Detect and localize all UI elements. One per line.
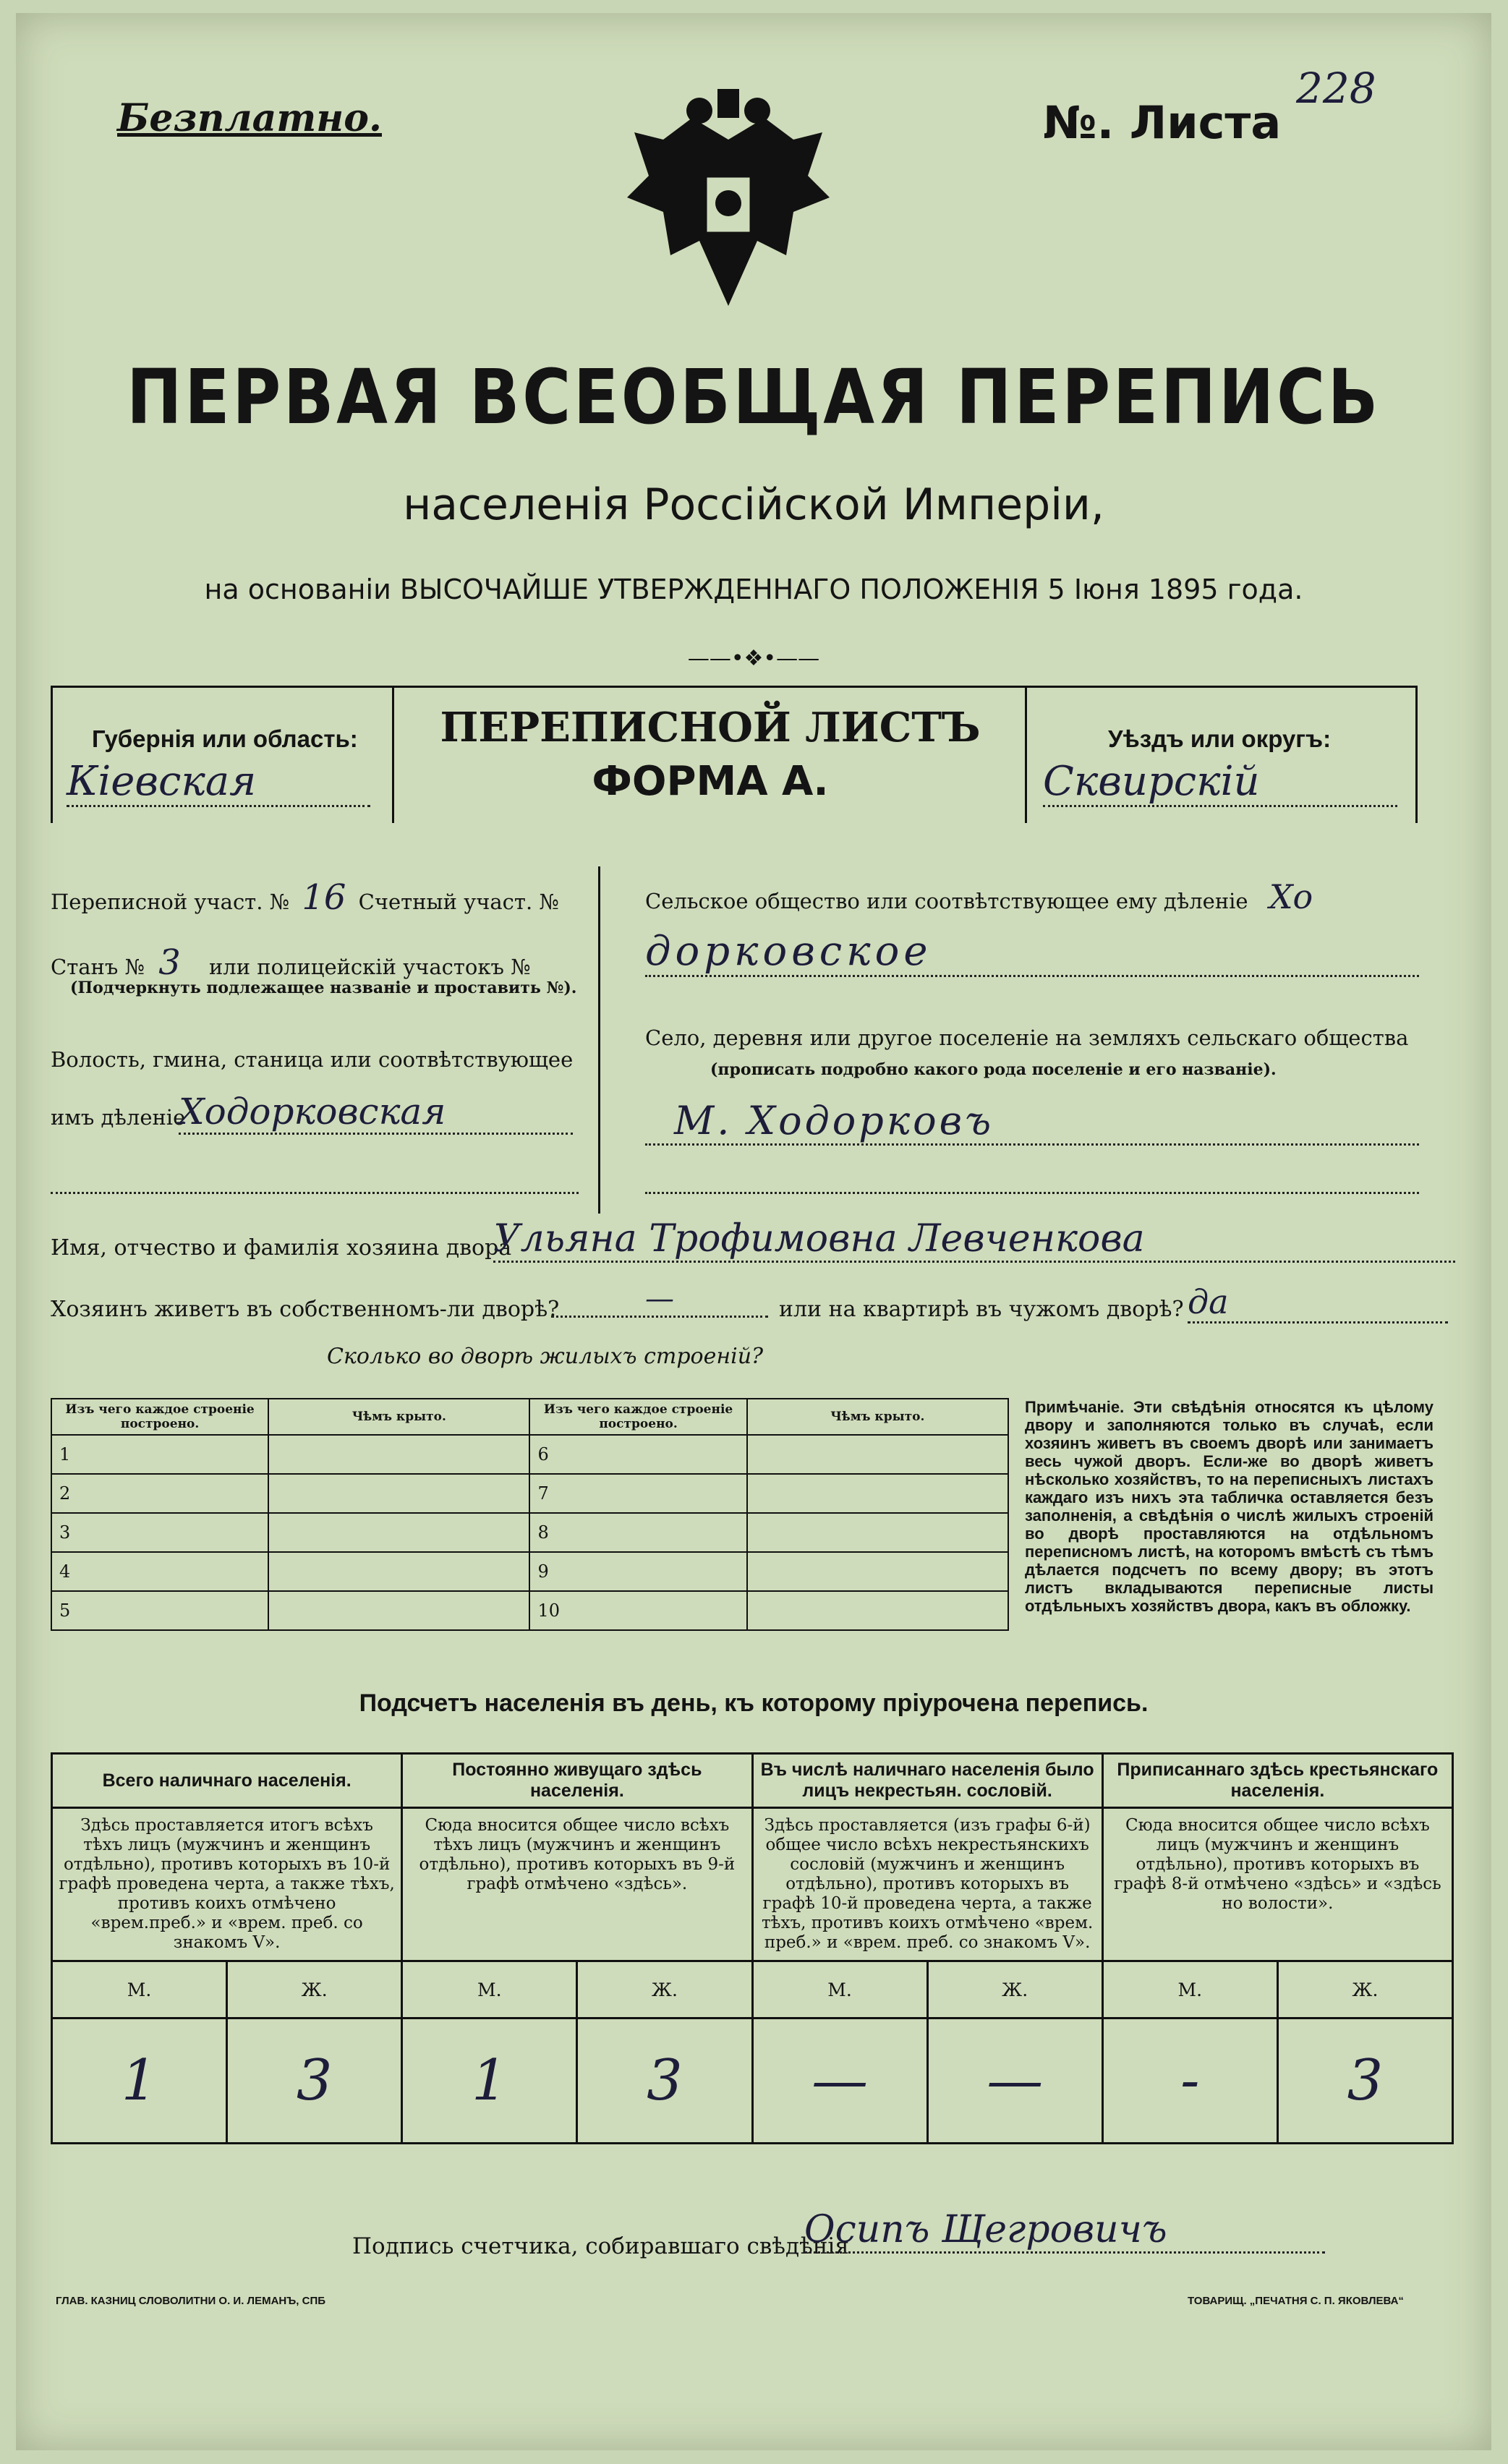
col-material: Изъ чего каждое строеніе построено. <box>51 1399 268 1435</box>
female-header: Ж. <box>1277 1961 1452 2018</box>
count-plot-label: Счетный участ. № <box>358 890 559 914</box>
value-cell: — <box>752 2018 927 2144</box>
society-label: Сельское общество или соотвѣтствующее ему дѣленіе <box>645 889 1248 913</box>
value-cell: 3 <box>227 2018 402 2144</box>
underline-note: (Подчеркнуть подлежащее названіе и проставить №). <box>70 979 577 997</box>
table-row: 4 9 <box>51 1552 1008 1591</box>
table-row <box>52 2018 1453 2144</box>
male-header: М. <box>52 1961 227 2018</box>
own-yard-label: Хозяинъ живетъ въ собственномъ-ли дворѣ? <box>51 1297 560 1322</box>
col-peasant-registered: Приписаннаго здѣсь крестьянскаго населенія. <box>1102 1754 1452 1808</box>
police-label: или полицейскій участокъ № <box>208 955 531 979</box>
remark-text: Эти свѣдѣнія относятся къ цѣлому двору и заполняются только въ случаѣ, если хозяинъ живетъ въ своемъ дворѣ или занимаетъ весь чужой дворъ. Если-же во дворѣ живетъ нѣсколько хозяйствъ, то на переписныхъ листахъ каждаго изъ нихъ эта табличка оставляется безъ заполненія, а свѣдѣнія о числѣ жилыхъ строеній во дворѣ проставляются на отдѣльномъ переписномъ листѣ, на которомъ вмѣстѣ съ тѣмъ дѣлается подсчетъ по всему двору; въ этотъ листъ вкладываются переписные листы отдѣльныхъ хозяйствъ двора, какъ въ обложку. <box>1025 1398 1434 1615</box>
buildings-table <box>51 1398 1009 1631</box>
form-title: ПЕРЕПИСНОЙ ЛИСТЪ <box>440 704 981 751</box>
male-header: М. <box>752 1961 927 2018</box>
desc-peasant-registered: Сюда вносится общее число всѣхъ лицъ (мужчинъ и женщинъ отдѣльно), противъ которыхъ въ графѣ 8-й отмѣчено «здѣсь» и «здѣсь но волости». <box>1102 1808 1452 1961</box>
desc-total-present: Здѣсь проставляется итогъ всѣхъ тѣхъ лицъ (мужчинъ и женщинъ отдѣльно), противъ которыхъ въ 10-й графѣ проведена черта, а также тѣхъ, противъ коихъ отмѣчено «врем.преб.» и «врем. преб. со знакомъ V». <box>52 1808 402 1961</box>
province-value: Кіевская <box>67 758 370 807</box>
rent-label: или на квартирѣ въ чужомъ дворѣ? <box>779 1297 1184 1322</box>
male-header: М. <box>1102 1961 1277 2018</box>
table-row: 3 8 <box>51 1513 1008 1552</box>
col-roof-2: Чѣмъ крыто. <box>747 1399 1008 1435</box>
signature-value: Осипъ Щегровичъ <box>804 2208 1325 2254</box>
volost-label-2: имъ дѣленіе <box>51 1105 186 1130</box>
printer-right: ТОВАРИЩ. „ПЕЧАТНЯ С. П. ЯКОВЛЕВА“ <box>1188 2295 1404 2307</box>
census-sheet <box>16 13 1491 2450</box>
sheet-number-value: 228 <box>1296 64 1376 113</box>
census-plot-label: Переписной участ. № <box>51 890 290 914</box>
female-header: Ж. <box>927 1961 1102 2018</box>
village-label: Село, деревня или другое поселеніе на земляхъ сельскаго общества <box>645 1026 1409 1050</box>
col-roof: Чѣмъ крыто. <box>268 1399 529 1435</box>
count-title: Подсчетъ населенія въ день, къ которому пріурочена перепись. <box>359 1689 1149 1717</box>
owner-name-value: Ульяна Трофимовна Левченкова <box>493 1217 1455 1263</box>
buildings-label: Сколько во дворѣ жилыхъ строеній? <box>327 1344 764 1369</box>
society-value-2: дорковское <box>645 928 1419 977</box>
own-yard-value: — <box>551 1282 768 1318</box>
province-label: Губернія или область: <box>92 725 358 752</box>
col-total-present: Всего наличнаго населенія. <box>52 1754 402 1808</box>
owner-name-label: Имя, отчество и фамилія хозяина двора <box>51 1235 512 1261</box>
col-material-2: Изъ чего каждое строеніе построено. <box>529 1399 746 1435</box>
female-header: Ж. <box>227 1961 402 2018</box>
value-cell: 3 <box>577 2018 752 2144</box>
census-plot-value: 16 <box>302 877 346 918</box>
district-value: Сквирскій <box>1043 758 1397 807</box>
remark-title: Примѣчаніе. <box>1025 1398 1125 1416</box>
table-row: 2 7 <box>51 1474 1008 1513</box>
village-value: М. Ходорковъ <box>645 1098 1419 1146</box>
village-note: (прописать подробно какого рода поселеніе и его названіе). <box>710 1060 1277 1079</box>
society-value-1: Хо <box>1269 877 1313 916</box>
rent-value: да <box>1188 1282 1448 1323</box>
col-non-peasant: Въ числѣ наличнаго населенія было лицъ некрестьян. сословій. <box>752 1754 1102 1808</box>
desc-permanent: Сюда вносится общее число всѣхъ тѣхъ лицъ (мужчинъ и женщинъ отдѣльно), противъ которыхъ въ 9-й графѣ отмѣчено «здѣсь». <box>402 1808 752 1961</box>
female-header: Ж. <box>577 1961 752 2018</box>
census-title: ПЕРВАЯ ВСЕОБЩАЯ ПЕРЕПИСЬ <box>127 353 1381 441</box>
value-cell: — <box>927 2018 1102 2144</box>
ornament-divider: ——•❖•—— <box>687 646 820 671</box>
legal-basis: на основаніи ВЫСОЧАЙШЕ УТВЕРЖДЕННАГО ПОЛОЖЕНІЯ 5 Іюня 1895 года. <box>204 574 1303 605</box>
male-header: М. <box>402 1961 577 2018</box>
desc-non-peasant: Здѣсь проставляется (изъ графы 6-й) общее число всѣхъ некрестьянскихъ сословій (мужчинъ и женщинъ отдѣльно), противъ которыхъ въ графѣ 10-й проведена черта, а также тѣхъ, противъ коихъ отмѣчено «врем. преб.» и «врем. преб. со знакомъ V». <box>752 1808 1102 1961</box>
sheet-number-label: №. Листа <box>1043 96 1282 149</box>
district-label: Уѣздъ или округъ: <box>1108 725 1332 752</box>
population-count-table <box>51 1752 1454 2144</box>
remark <box>1025 1398 1434 1615</box>
village-blank-line <box>645 1170 1419 1194</box>
col-permanent: Постоянно живущаго здѣсь населенія. <box>402 1754 752 1808</box>
value-cell: - <box>1102 2018 1277 2144</box>
form-name: ФОРМА А. <box>592 758 829 805</box>
stan-label: Станъ № <box>51 955 145 979</box>
table-row: 1 6 <box>51 1435 1008 1474</box>
free-label: Безплатно. <box>117 96 382 140</box>
table-row: 5 10 <box>51 1591 1008 1630</box>
signature-label: Подпись счетчика, собиравшаго свѣдѣнія <box>352 2233 849 2259</box>
volost-label: Волость, гмина, станица или соотвѣтствующее <box>51 1047 574 1072</box>
double-headed-eagle-emblem <box>620 89 837 328</box>
value-cell: 1 <box>52 2018 227 2144</box>
value-cell: 1 <box>402 2018 577 2144</box>
volost-value: Ходорковская <box>179 1091 573 1135</box>
value-cell: 3 <box>1277 2018 1452 2144</box>
printer-left: ГЛАВ. КАЗНИЦ СЛОВОЛИТНИ О. И. ЛЕМАНЪ, СПБ <box>56 2295 326 2307</box>
census-subtitle: населенія Россійской Имперіи, <box>403 479 1104 530</box>
stan-value: 3 <box>158 942 181 983</box>
volost-blank-line <box>51 1170 579 1194</box>
